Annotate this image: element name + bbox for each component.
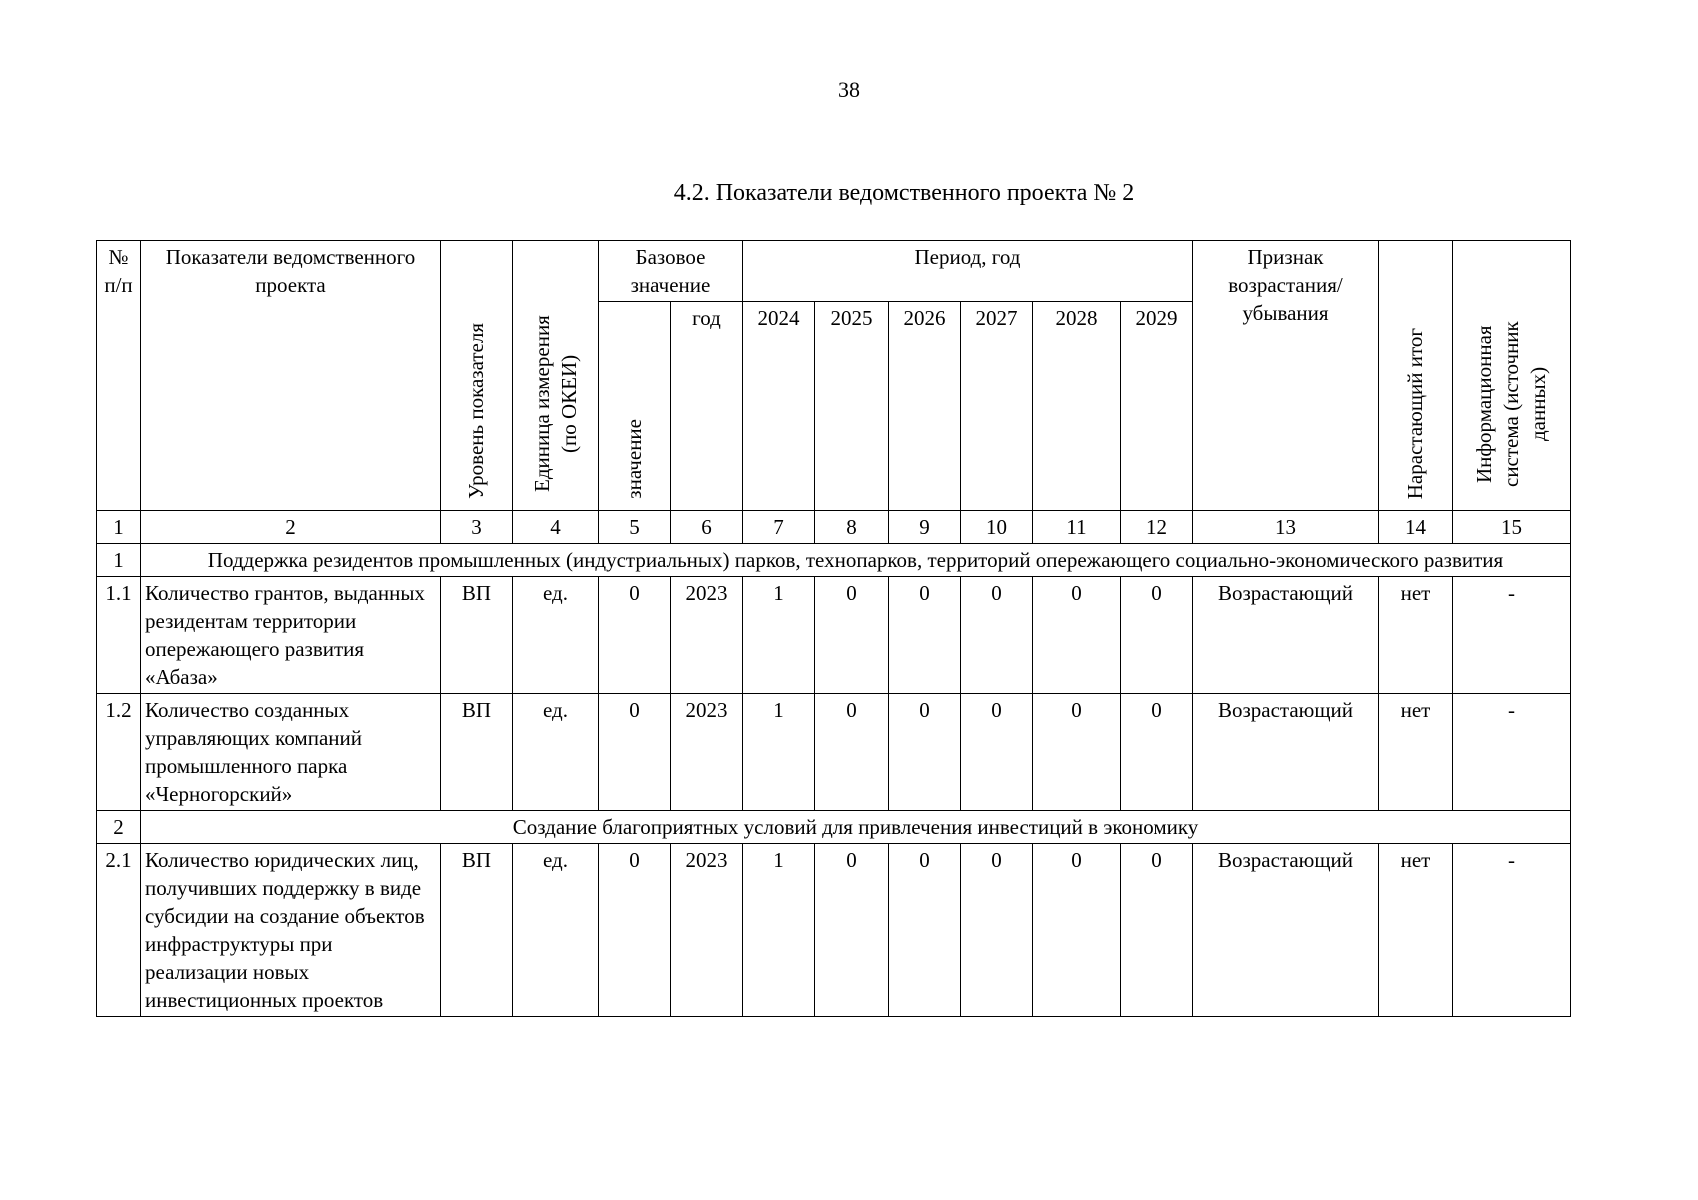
column-number: 1 (97, 511, 141, 544)
base-year: 2023 (671, 844, 743, 1017)
section-name: Поддержка резидентов промышленных (индустриальных) парков, технопарков, территорий опережающего социально-экономического развития (141, 544, 1571, 577)
year-value: 0 (1121, 577, 1193, 694)
header-unit: Единица измерения (по ОКЕИ) (513, 241, 599, 511)
header-no: № п/п (97, 241, 141, 511)
column-number: 2 (141, 511, 441, 544)
column-number: 14 (1379, 511, 1453, 544)
table-title: 4.2. Показатели ведомственного проекта № 2 (673, 180, 1135, 206)
year-value: 1 (743, 577, 815, 694)
row-number: 1.2 (97, 694, 141, 811)
header-year: 2028 (1033, 302, 1121, 511)
unit: ед. (513, 577, 599, 694)
section-row (97, 811, 1571, 844)
header-year: 2029 (1121, 302, 1193, 511)
base-year: 2023 (671, 694, 743, 811)
year-value: 0 (1033, 844, 1121, 1017)
indicator-level: ВП (441, 577, 513, 694)
year-value: 1 (743, 844, 815, 1017)
header-info: Информационная система (источник данных) (1453, 241, 1571, 511)
base-value: 0 (599, 577, 671, 694)
year-value: 0 (889, 577, 961, 694)
column-number: 10 (961, 511, 1033, 544)
year-value: 1 (743, 694, 815, 811)
header-base-value: значение (599, 302, 671, 511)
unit: ед. (513, 844, 599, 1017)
header-cumulative: Нарастающий итог (1379, 241, 1453, 511)
info-system: - (1453, 694, 1571, 811)
header-period: Период, год (743, 241, 1193, 302)
trend-sign: Возрастающий (1193, 844, 1379, 1017)
column-number: 7 (743, 511, 815, 544)
column-number: 6 (671, 511, 743, 544)
trend-sign: Возрастающий (1193, 694, 1379, 811)
indicator-level: ВП (441, 844, 513, 1017)
base-year: 2023 (671, 577, 743, 694)
table-row (97, 694, 1571, 811)
header-year: 2024 (743, 302, 815, 511)
column-number: 3 (441, 511, 513, 544)
column-number: 12 (1121, 511, 1193, 544)
indicator-name: Количество созданных управляющих компаний промышленного парка «Черногорский» (141, 694, 441, 811)
indicators-table (96, 240, 1571, 1017)
year-value: 0 (889, 694, 961, 811)
cumulative-total: нет (1379, 844, 1453, 1017)
header-sign: Признак возрастания/ убывания (1193, 241, 1379, 511)
section-name: Создание благоприятных условий для привлечения инвестиций в экономику (141, 811, 1571, 844)
year-value: 0 (815, 844, 889, 1017)
indicator-name: Количество грантов, выданных резидентам территории опережающего развития «Абаза» (141, 577, 441, 694)
header-year: 2025 (815, 302, 889, 511)
year-value: 0 (815, 694, 889, 811)
year-value: 0 (815, 577, 889, 694)
year-value: 0 (1121, 844, 1193, 1017)
year-value: 0 (961, 844, 1033, 1017)
table-body (97, 511, 1571, 1017)
header-level: Уровень показателя (441, 241, 513, 511)
year-value: 0 (1033, 694, 1121, 811)
column-numbers-row (97, 511, 1571, 544)
column-number: 13 (1193, 511, 1379, 544)
header-base-year: год (671, 302, 743, 511)
header-year: 2027 (961, 302, 1033, 511)
indicator-name: Количество юридических лиц, получивших поддержку в виде субсидии на создание объектов инфраструктуры при реализации новых инвестиционных проектов (141, 844, 441, 1017)
column-number: 8 (815, 511, 889, 544)
column-number: 11 (1033, 511, 1121, 544)
column-number: 4 (513, 511, 599, 544)
year-value: 0 (889, 844, 961, 1017)
year-value: 0 (1033, 577, 1121, 694)
trend-sign: Возрастающий (1193, 577, 1379, 694)
section-number: 1 (97, 544, 141, 577)
column-number: 15 (1453, 511, 1571, 544)
table-row (97, 844, 1571, 1017)
base-value: 0 (599, 844, 671, 1017)
base-value: 0 (599, 694, 671, 811)
section-number: 2 (97, 811, 141, 844)
page-number: 38 (838, 77, 860, 102)
cumulative-total: нет (1379, 577, 1453, 694)
indicator-level: ВП (441, 694, 513, 811)
info-system: - (1453, 577, 1571, 694)
year-value: 0 (961, 577, 1033, 694)
row-number: 1.1 (97, 577, 141, 694)
column-number: 9 (889, 511, 961, 544)
year-value: 0 (1121, 694, 1193, 811)
table-header (97, 241, 1571, 511)
table-row (97, 577, 1571, 694)
year-value: 0 (961, 694, 1033, 811)
column-number: 5 (599, 511, 671, 544)
section-row (97, 544, 1571, 577)
header-indicator: Показатели ведомственного проекта (141, 241, 441, 511)
cumulative-total: нет (1379, 694, 1453, 811)
info-system: - (1453, 844, 1571, 1017)
row-number: 2.1 (97, 844, 141, 1017)
header-base: Базовое значение (599, 241, 743, 302)
header-year: 2026 (889, 302, 961, 511)
unit: ед. (513, 694, 599, 811)
